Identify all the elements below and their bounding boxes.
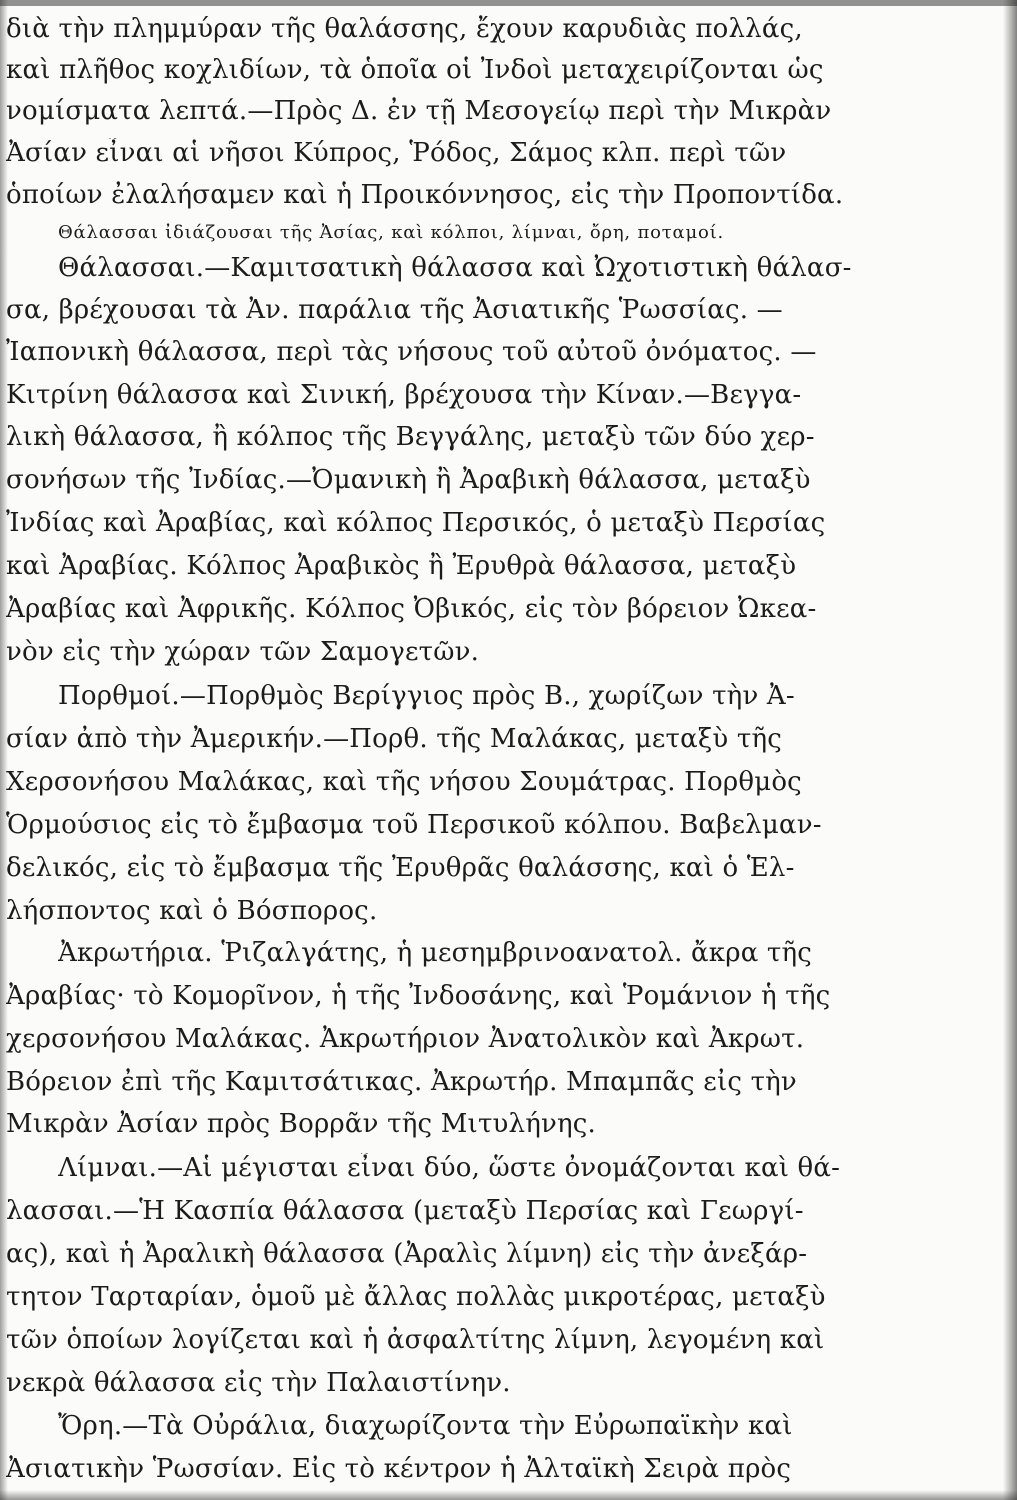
text-line: λήσποντος καὶ ὁ Βόσπορος.	[6, 896, 378, 926]
text-line: Ὁρμούσιος εἰς τὸ ἔμβασμα τοῦ Περσικοῦ κόλπου. Βαβελμαν-	[6, 810, 822, 840]
text-line: Ἀσιατικὴν Ῥωσσίαν. Εἰς τὸ κέντρον ἡ Ἀλταϊκὴ Σειρὰ πρὸς	[6, 1454, 792, 1484]
text-line: νομίσματα λεπτά.—Πρὸς Δ. ἐν τῇ Μεσογείῳ περὶ τὴν Μικρὰν	[6, 96, 832, 126]
text-line: Ἀκρωτήρια. Ῥιζαλγάτης, ἡ μεσημβρινοανατολ. ἄκρα τῆς	[58, 938, 813, 968]
text-line: καὶ Ἀραβίας. Κόλπος Ἀραβικὸς ἢ Ἐρυθρὰ θάλασσα, μεταξὺ	[6, 551, 797, 581]
text-line: Ὄρη.—Τὰ Οὐράλια, διαχωρίζοντα τὴν Εὐρωπαϊκὴν καὶ	[58, 1411, 793, 1441]
text-line: Ἀραβίας καὶ Ἀφρικῆς. Κόλπος Ὀβικός, εἰς τὸν βόρειον Ὠκεα-	[6, 594, 817, 624]
text-line: λασσαι.—Ἡ Κασπία θάλασσα (μεταξὺ Περσίας καὶ Γεωργί-	[6, 1196, 804, 1226]
text-line: καὶ πλῆθος κοχλιδίων, τὰ ὁποῖα οἱ Ἰνδοὶ μεταχειρίζονται ὡς	[6, 55, 824, 85]
text-line: λικὴ θάλασσα, ἢ κόλπος τῆς Βεγγάλης, μεταξὺ τῶν δύο χερ-	[6, 422, 815, 452]
text-line: Χερσονήσου Μαλάκας, καὶ τῆς νήσου Σουμάτρας. Πορθμὸς	[6, 767, 802, 797]
text-line: ὁποίων ἐλαλήσαμεν καὶ ἡ Προικόννησος, εἰς τὴν Προποντίδα.	[6, 180, 844, 210]
text-line: Κιτρίνη θάλασσα καὶ Σινική, βρέχουσα τὴν Κίναν.—Βεγγα-	[6, 380, 802, 410]
text-line: νεκρὰ θάλασσα εἰς τὴν Παλαιστίνην.	[6, 1368, 511, 1398]
text-line: νὸν εἰς τὴν χώραν τῶν Σαμογετῶν.	[6, 637, 480, 667]
text-line: χερσονήσου Μαλάκας. Ἀκρωτήριον Ἀνατολικὸν καὶ Ἀκρωτ.	[6, 1024, 805, 1054]
page-top-edge-shadow	[0, 0, 1017, 6]
text-line: Πορθμοί.—Πορθμὸς Βερίγγιος πρὸς Β., χωρίζων τὴν Ἀ-	[58, 681, 795, 711]
text-line: σονήσων τῆς Ἰνδίας.—Ὀμανικὴ ἢ Ἀραβικὴ θάλασσα, μεταξὺ	[6, 465, 811, 495]
text-line: δελικός, εἰς τὸ ἔμβασμα τῆς Ἐρυθρᾶς θαλάσσης, καὶ ὁ Ἑλ-	[6, 853, 795, 883]
text-line: Ἰαπονικὴ θάλασσα, περὶ τὰς νήσους τοῦ αὐτοῦ ὀνόματος. —	[6, 337, 817, 367]
text-line: Θάλασσαι.—Καμιτσατικὴ θάλασσα καὶ Ὠχοτιστικὴ θάλασ-	[58, 253, 852, 283]
text-line: τῶν ὁποίων λογίζεται καὶ ἡ ἀσφαλτίτης λίμνη, λεγομένη καὶ	[6, 1325, 825, 1355]
text-line: σίαν ἀπὸ τὴν Ἀμερικήν.—Πορθ. τῆς Μαλάκας, μεταξὺ τῆς	[6, 724, 783, 754]
text-line: τητον Ταρταρίαν, ὁμοῦ μὲ ἄλλας πολλὰς μικροτέρας, μεταξὺ	[6, 1282, 826, 1312]
text-line: Ἀσίαν εἶναι αἱ νῆσοι Κύπρος, Ῥόδος, Σάμος κλπ. περὶ τῶν	[6, 138, 787, 168]
text-line: Ἀραβίας· τὸ Κομορῖνον, ἡ τῆς Ἰνδοσάνης, καὶ Ῥομάνιον ἡ τῆς	[6, 981, 831, 1011]
text-line: Βόρειον ἐπὶ τῆς Καμιτσάτικας. Ἀκρωτήρ. Μπαμπᾶς εἰς τὴν	[6, 1067, 797, 1097]
text-line: σα, βρέχουσαι τὰ Ἀν. παράλια τῆς Ἀσιατικῆς Ῥωσσίας. —	[6, 295, 783, 325]
text-line: Ἰνδίας καὶ Ἀραβίας, καὶ κόλπος Περσικός, ὁ μεταξὺ Περσίας	[6, 508, 826, 538]
page-bottom-edge-shadow	[0, 1490, 1017, 1500]
text-line: διὰ τὴν πλημμύραν τῆς θαλάσσης, ἔχουν καρυδιὰς πολλάς,	[6, 14, 803, 44]
text-line: Μικρὰν Ἀσίαν πρὸς Βορρᾶν τῆς Μιτυλήνης.	[6, 1109, 596, 1139]
text-line: Λίμναι.—Αἱ μέγισται εἶναι δύο, ὥστε ὀνομάζονται καὶ θά-	[58, 1153, 841, 1183]
text-line: ας), καὶ ἡ Ἀραλικὴ θάλασσα (Ἀραλὶς λίμνη) εἰς τὴν ἀνεξάρ-	[6, 1239, 808, 1269]
section-heading: Θάλασσαι ἰδιάζουσαι τῆς Ἀσίας, καὶ κόλποι, λίμναι, ὄρη, ποταμοί.	[58, 222, 724, 243]
